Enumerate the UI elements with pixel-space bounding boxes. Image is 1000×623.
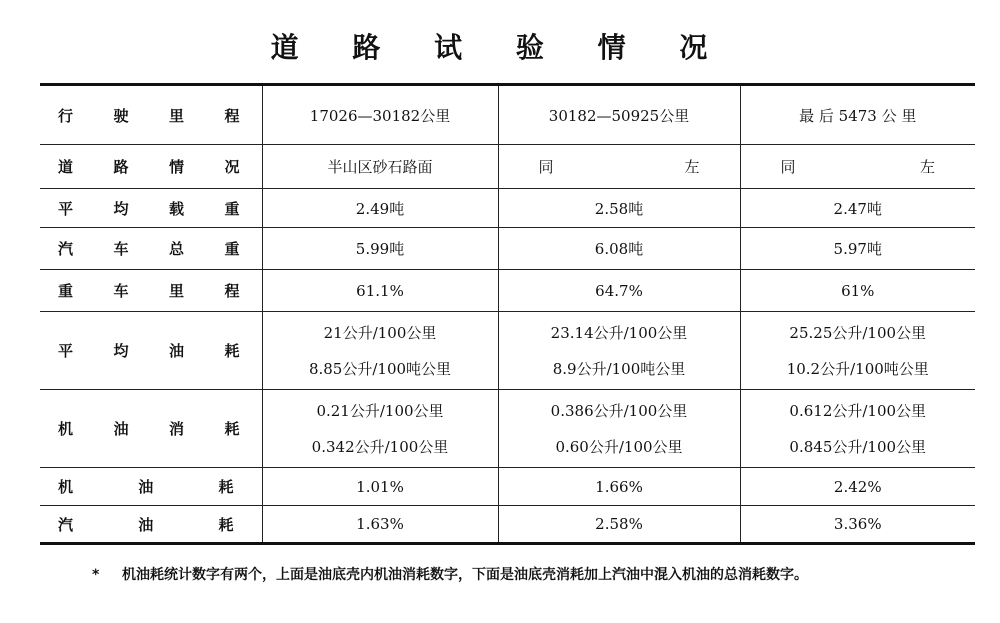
- oil-cell-3: [740, 390, 975, 468]
- fuel-cell-1: [262, 312, 498, 390]
- table-row: [40, 468, 975, 506]
- road-cell-2: 同 左: [498, 145, 740, 189]
- fuel-per-ton-km: 8.85公升/100吨公里: [308, 359, 452, 378]
- oil-total: 0.845公升/100公里: [789, 437, 927, 456]
- oil-cell-2: [498, 390, 740, 468]
- mileage-cell-2: 30182—50925公里: [498, 85, 740, 145]
- road-test-table: [40, 83, 975, 545]
- oil-total: 0.60公升/100公里: [555, 437, 683, 456]
- row-label-mileage: 行 驶 里 程: [58, 106, 240, 125]
- table-row: [40, 506, 975, 544]
- table-row: [40, 189, 975, 228]
- mileage-cell-1: 17026—30182公里: [262, 85, 498, 145]
- row-label-fuel: 平 均 油 耗: [40, 312, 262, 390]
- row-label-oil-ratio: 机 油 耗: [40, 468, 262, 506]
- footnote-marker: *: [92, 567, 100, 583]
- mileage-cell-3: 最 后 5473 公 里: [740, 85, 975, 145]
- loaded-mileage-cell-3: 61%: [740, 270, 975, 312]
- gas-ratio-cell-1: 1.63%: [262, 506, 498, 544]
- row-label-avg-load: 平 均 载 重: [40, 189, 262, 228]
- oil-ratio-cell-2: 1.66%: [498, 468, 740, 506]
- page-title: 道 路 试 验 情 况: [270, 31, 730, 64]
- road-cell-1: 半山区砂石路面: [262, 145, 498, 189]
- fuel-cell-3: [740, 312, 975, 390]
- oil-ratio-cell-3: 2.42%: [740, 468, 975, 506]
- row-label-gross: 汽 车 总 重: [40, 228, 262, 270]
- row-label-road: 道 路 情 况: [40, 145, 262, 189]
- oil-sump: 0.612公升/100公里: [789, 401, 927, 420]
- oil-total: 0.342公升/100公里: [311, 437, 449, 456]
- fuel-per-ton-km: 10.2公升/100吨公里: [786, 359, 929, 378]
- gas-ratio-cell-3: 3.36%: [740, 506, 975, 544]
- footnote-text: 机油耗统计数字有两个，上面是油底壳内机油消耗数字，下面是油底壳消耗加上汽油中混入机油的总消耗数字。: [122, 567, 808, 583]
- row-label-loaded-mileage: 重 车 里 程: [40, 270, 262, 312]
- loaded-mileage-cell-1: 61.1%: [262, 270, 498, 312]
- fuel-cell-2: [498, 312, 740, 390]
- row-label-gas-ratio: 汽 油 耗: [40, 506, 262, 544]
- gross-cell-3: 5.97吨: [740, 228, 975, 270]
- fuel-per-ton-km: 8.9公升/100吨公里: [552, 359, 686, 378]
- table-row: [40, 228, 975, 270]
- oil-sump: 0.21公升/100公里: [316, 401, 444, 420]
- avg-load-cell-3: 2.47吨: [740, 189, 975, 228]
- oil-cell-1: [262, 390, 498, 468]
- table-row: [40, 85, 975, 145]
- gross-cell-2: 6.08吨: [498, 228, 740, 270]
- gross-cell-1: 5.99吨: [262, 228, 498, 270]
- table-row: [40, 312, 975, 390]
- avg-load-cell-1: 2.49吨: [262, 189, 498, 228]
- footnote: [92, 560, 958, 590]
- table-row: [40, 390, 975, 468]
- oil-ratio-cell-1: 1.01%: [262, 468, 498, 506]
- fuel-per-km: 21公升/100公里: [323, 323, 437, 342]
- road-cell-3: 同 左: [740, 145, 975, 189]
- table-row: [40, 270, 975, 312]
- fuel-per-km: 23.14公升/100公里: [550, 323, 688, 342]
- gas-ratio-cell-2: 2.58%: [498, 506, 740, 544]
- fuel-per-km: 25.25公升/100公里: [789, 323, 927, 342]
- table-row: [40, 145, 975, 189]
- loaded-mileage-cell-2: 64.7%: [498, 270, 740, 312]
- avg-load-cell-2: 2.58吨: [498, 189, 740, 228]
- row-label-oil: 机 油 消 耗: [40, 390, 262, 468]
- oil-sump: 0.386公升/100公里: [550, 401, 688, 420]
